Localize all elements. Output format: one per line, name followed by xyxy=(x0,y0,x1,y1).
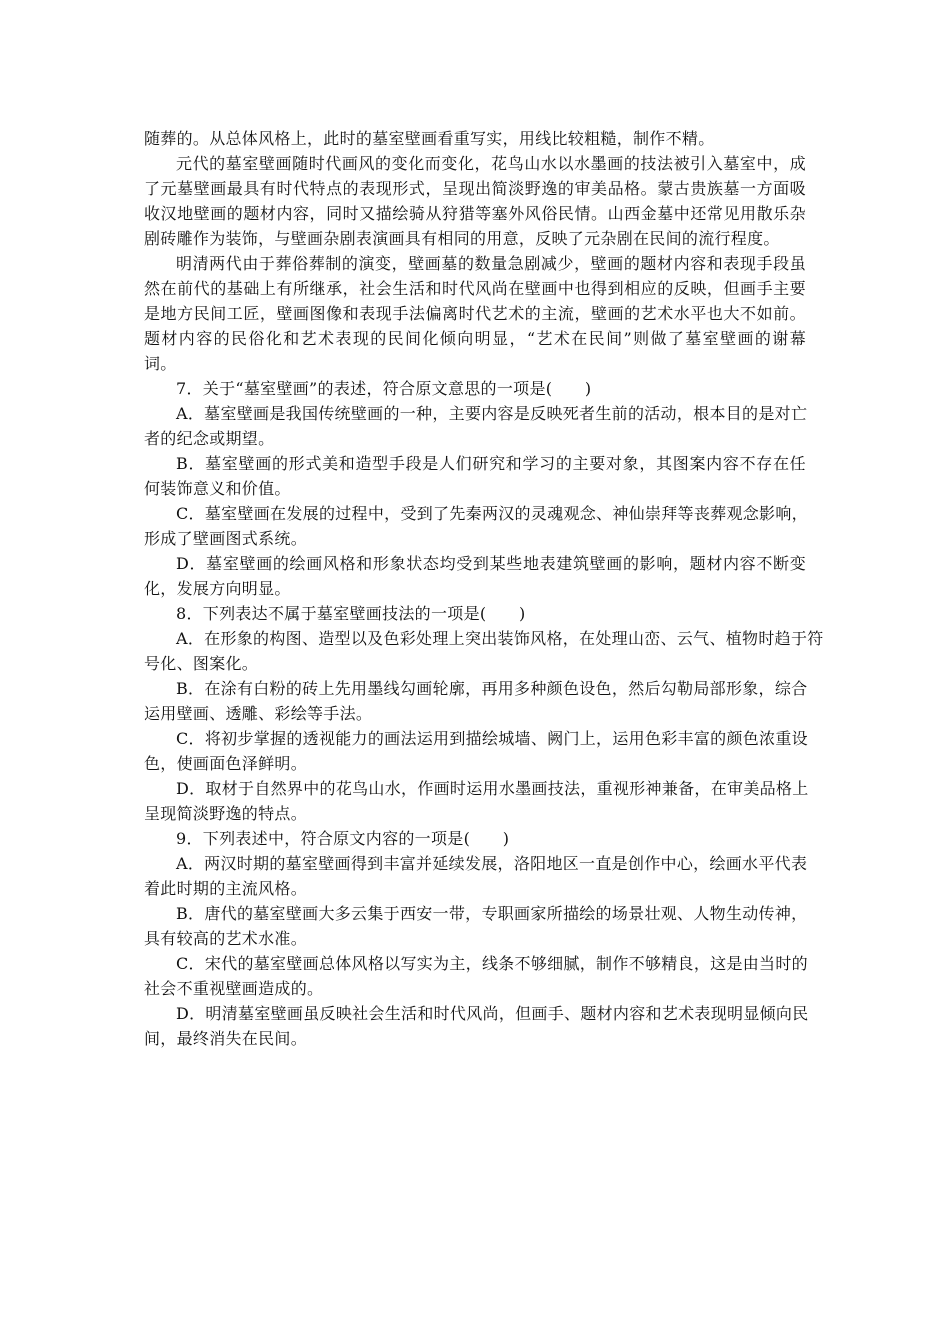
text-line: 了元墓壁画最具有时代特点的表现形式，呈现出简淡野逸的审美品格。蒙古贵族墓一方面吸 xyxy=(144,179,806,198)
text-line: 元代的墓室壁画随时代画风的变化而变化，花鸟山水以水墨画的技法被引入墓室中，成 xyxy=(176,154,806,173)
text-line: 7．关于“墓室壁画”的表述，符合原文意思的一项是( ) xyxy=(176,379,592,398)
question-q7-d xyxy=(144,551,806,601)
text-line: A．墓室壁画是我国传统壁画的一种，主要内容是反映死者生前的活动，根本目的是对亡 xyxy=(176,404,808,423)
question-q9-c xyxy=(144,951,806,1001)
question-q8-d xyxy=(144,776,809,826)
text-line: 明清两代由于葬俗葬制的演变，壁画墓的数量急剧减少，壁画的题材内容和表现手段虽 xyxy=(176,254,806,273)
question-q8-a xyxy=(144,626,824,676)
text-line: 呈现简淡野逸的特点。 xyxy=(144,804,308,823)
question-q9-d xyxy=(144,1001,809,1051)
text-line: 具有较高的艺术水准。 xyxy=(144,929,308,948)
document-page xyxy=(144,126,824,1051)
question-q7-b xyxy=(144,451,806,501)
text-line: B．在涂有白粉的砖上先用墨线勾画轮廓，再用多种颜色设色，然后勾勒局部形象，综合 xyxy=(176,679,808,698)
text-line: C．墓室壁画在发展的过程中，受到了先秦两汉的灵魂观念、神仙崇拜等丧葬观念影响， xyxy=(176,504,808,523)
question-q9-b xyxy=(144,901,806,951)
question-q9-stem xyxy=(144,826,806,851)
paragraph-p-yuan xyxy=(144,151,806,251)
text-line: 8．下列表达不属于墓室壁画技法的一项是( ) xyxy=(176,604,526,623)
text-line: A．在形象的构图、造型以及色彩处理上突出装饰风格，在处理山峦、云气、植物时趋于符 xyxy=(176,629,824,648)
text-line: 随葬的。从总体风格上，此时的墓室壁画看重写实，用线比较粗糙，制作不精。 xyxy=(144,129,715,148)
text-line: 是地方民间工匠，壁画图像和表现手法偏离时代艺术的主流，壁画的艺术水平也大不如前。 xyxy=(144,304,806,323)
text-line: 色，使画面色泽鲜明。 xyxy=(144,754,308,773)
text-line: 着此时期的主流风格。 xyxy=(144,879,308,898)
question-q8-b xyxy=(144,676,806,726)
text-line: 何装饰意义和价值。 xyxy=(144,479,291,498)
text-line: C．宋代的墓室壁画总体风格以写实为主，线条不够细腻，制作不够精良，这是由当时的 xyxy=(176,954,808,973)
text-line: 化，发展方向明显。 xyxy=(144,579,291,598)
text-line: 者的纪念或期望。 xyxy=(144,429,275,448)
text-line: 社会不重视壁画造成的。 xyxy=(144,979,324,998)
text-line: 然在前代的基础上有所继承，社会生活和时代风尚在壁画中也得到相应的反映，但画手主要 xyxy=(144,279,806,298)
text-line: B．唐代的墓室壁画大多云集于西安一带，专职画家所描绘的场景壮观、人物生动传神， xyxy=(176,904,808,923)
text-line: 题材内容的民俗化和艺术表现的民间化倾向明显，“艺术在民间”则做了墓室壁画的谢幕 xyxy=(144,329,806,348)
text-line: 收汉地壁画的题材内容，同时又描绘骑从狩猎等塞外风俗民情。山西金墓中还常见用散乐杂 xyxy=(144,204,806,223)
text-line: B．墓室壁画的形式美和造型手段是人们研究和学习的主要对象，其图案内容不存在任 xyxy=(176,454,806,473)
paragraph-p-intro-tail xyxy=(144,126,806,151)
text-line: 9．下列表述中，符合原文内容的一项是( ) xyxy=(176,829,510,848)
text-line: D．明清墓室壁画虽反映社会生活和时代风尚，但画手、题材内容和艺术表现明显倾向民 xyxy=(176,1004,809,1023)
text-line: C．将初步掌握的透视能力的画法运用到描绘城墙、阙门上，运用色彩丰富的颜色浓重设 xyxy=(176,729,808,748)
question-q9-a xyxy=(144,851,806,901)
text-line: 运用壁画、透雕、彩绘等手法。 xyxy=(144,704,373,723)
question-q8-stem xyxy=(144,601,806,626)
paragraph-p-mingqing xyxy=(144,251,806,376)
question-q7-stem xyxy=(144,376,806,401)
text-line: 号化、图案化。 xyxy=(144,654,259,673)
text-line: D．墓室壁画的绘画风格和形象状态均受到某些地表建筑壁画的影响，题材内容不断变 xyxy=(176,554,806,573)
text-line: D．取材于自然界中的花鸟山水，作画时运用水墨画技法，重视形神兼备，在审美品格上 xyxy=(176,779,809,798)
question-q7-c xyxy=(144,501,806,551)
text-line: 剧砖雕作为装饰，与壁画杂剧表演画具有相同的用意，反映了元杂剧在民间的流行程度。 xyxy=(144,229,780,248)
question-q7-a xyxy=(144,401,806,451)
question-q8-c xyxy=(144,726,806,776)
text-line: 间，最终消失在民间。 xyxy=(144,1029,308,1048)
text-line: 形成了壁画图式系统。 xyxy=(144,529,308,548)
text-line: 词。 xyxy=(144,354,177,373)
text-line: A．两汉时期的墓室壁画得到丰富并延续发展，洛阳地区一直是创作中心，绘画水平代表 xyxy=(176,854,808,873)
